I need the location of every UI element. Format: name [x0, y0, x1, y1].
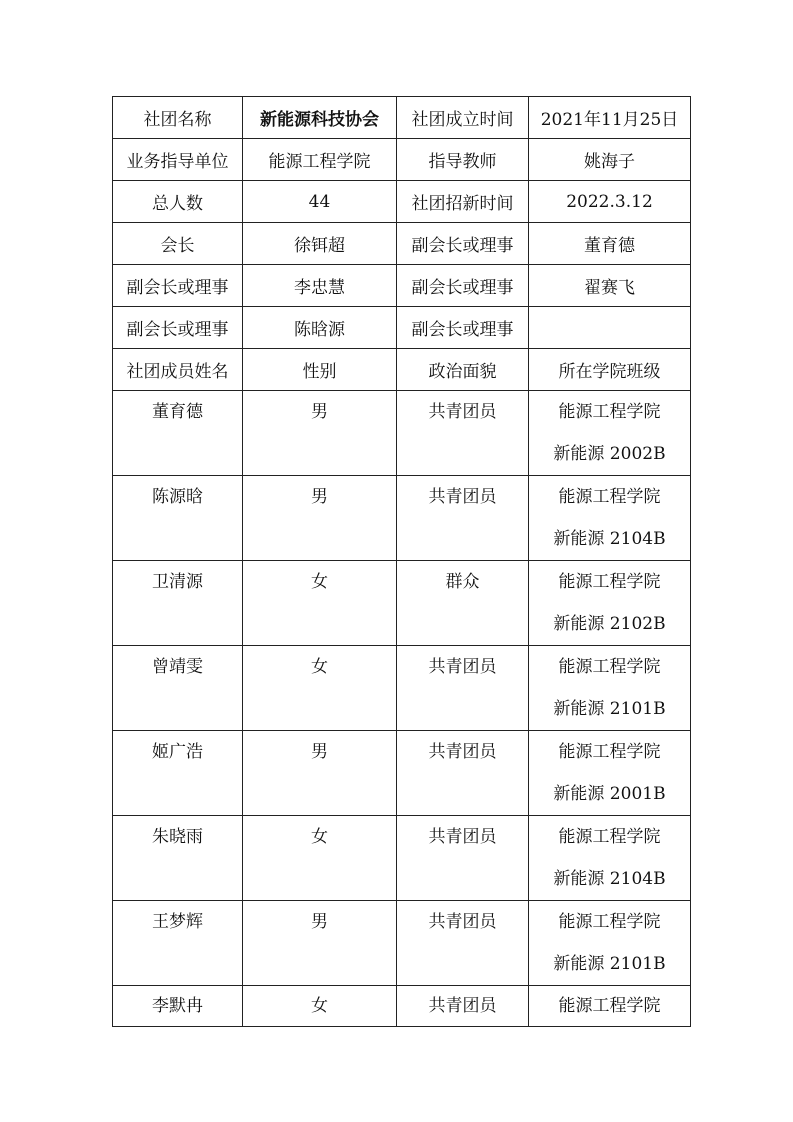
member-name: 李默冉 [113, 986, 243, 1027]
member-college: 能源工程学院 [558, 402, 661, 422]
member-college-cell [529, 646, 691, 731]
member-college-cell [529, 901, 691, 986]
member-gender: 男 [243, 391, 397, 476]
table-row [113, 901, 691, 986]
table-row [113, 986, 691, 1027]
member-college: 能源工程学院 [558, 742, 661, 762]
member-name: 陈源晗 [113, 476, 243, 561]
member-name: 董育德 [113, 391, 243, 476]
unit-label: 业务指导单位 [113, 139, 243, 181]
name-label: 社团名称 [113, 97, 243, 139]
info-row-vp-3 [113, 307, 691, 349]
member-college-cell [529, 561, 691, 646]
member-name: 卫清源 [113, 561, 243, 646]
table-row [113, 816, 691, 901]
vp-value: 董育德 [529, 223, 691, 265]
table-row [113, 646, 691, 731]
info-row-vp-2 [113, 265, 691, 307]
member-college-cell [529, 391, 691, 476]
vp-label: 副会长或理事 [397, 265, 529, 307]
table-row [113, 476, 691, 561]
vp-label: 副会长或理事 [397, 223, 529, 265]
header-political: 政治面貌 [397, 349, 529, 391]
president-value: 徐铒超 [243, 223, 397, 265]
vp-value: 李忠慧 [243, 265, 397, 307]
member-name: 姬广浩 [113, 731, 243, 816]
member-college: 能源工程学院 [558, 912, 661, 932]
total-value: 44 [243, 181, 397, 223]
founded-label: 社团成立时间 [397, 97, 529, 139]
name-value: 新能源科技协会 [243, 97, 397, 139]
info-row-total [113, 181, 691, 223]
vp-value: 翟赛飞 [529, 265, 691, 307]
member-college: 能源工程学院 [558, 657, 661, 677]
member-gender: 男 [243, 901, 397, 986]
recruit-label: 社团招新时间 [397, 181, 529, 223]
member-political: 共青团员 [397, 901, 529, 986]
member-political: 共青团员 [397, 646, 529, 731]
member-political: 共青团员 [397, 731, 529, 816]
president-label: 会长 [113, 223, 243, 265]
member-college: 能源工程学院 [558, 827, 661, 847]
member-political: 共青团员 [397, 476, 529, 561]
vp-label: 副会长或理事 [113, 265, 243, 307]
member-college: 能源工程学院 [558, 487, 661, 507]
member-class: 新能源 2104B [553, 529, 666, 549]
member-political: 共青团员 [397, 986, 529, 1027]
founded-value: 2021年11月25日 [529, 97, 691, 139]
member-class: 新能源 2102B [553, 614, 666, 634]
member-college: 能源工程学院 [558, 572, 661, 592]
member-name: 朱晓雨 [113, 816, 243, 901]
member-class: 新能源 2101B [553, 699, 666, 719]
table-row [113, 391, 691, 476]
table-row [113, 731, 691, 816]
member-class: 新能源 2001B [553, 784, 666, 804]
member-college: 能源工程学院 [529, 986, 691, 1027]
member-college-cell [529, 731, 691, 816]
member-political: 共青团员 [397, 816, 529, 901]
members-header-row [113, 349, 691, 391]
info-row-name [113, 97, 691, 139]
vp-label: 副会长或理事 [397, 307, 529, 349]
unit-value: 能源工程学院 [243, 139, 397, 181]
member-gender: 女 [243, 646, 397, 731]
vp-value [529, 307, 691, 349]
member-political: 群众 [397, 561, 529, 646]
member-class: 新能源 2104B [553, 869, 666, 889]
member-gender: 女 [243, 816, 397, 901]
header-gender: 性别 [243, 349, 397, 391]
member-gender: 男 [243, 731, 397, 816]
member-class: 新能源 2002B [553, 444, 666, 464]
member-class: 新能源 2101B [553, 954, 666, 974]
info-row-unit [113, 139, 691, 181]
association-info-table [112, 96, 691, 1027]
teacher-value: 姚海子 [529, 139, 691, 181]
total-label: 总人数 [113, 181, 243, 223]
vp-value: 陈晗源 [243, 307, 397, 349]
header-college: 所在学院班级 [529, 349, 691, 391]
member-gender: 男 [243, 476, 397, 561]
vp-label: 副会长或理事 [113, 307, 243, 349]
member-name: 王梦辉 [113, 901, 243, 986]
header-name: 社团成员姓名 [113, 349, 243, 391]
member-college-cell [529, 476, 691, 561]
member-name: 曾靖雯 [113, 646, 243, 731]
member-college-cell [529, 816, 691, 901]
teacher-label: 指导教师 [397, 139, 529, 181]
member-gender: 女 [243, 986, 397, 1027]
recruit-value: 2022.3.12 [529, 181, 691, 223]
member-gender: 女 [243, 561, 397, 646]
member-political: 共青团员 [397, 391, 529, 476]
info-row-president [113, 223, 691, 265]
table-row [113, 561, 691, 646]
